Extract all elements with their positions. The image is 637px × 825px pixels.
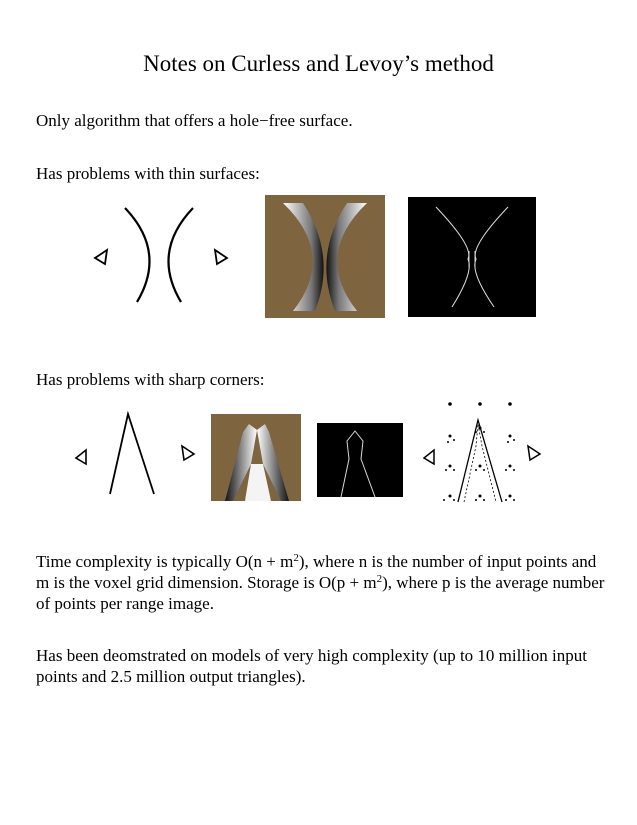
thin-surface-black-result	[408, 197, 536, 317]
sharp-corner-tan-volume	[211, 414, 301, 501]
page-title: Notes on Curless and Levoy’s method	[143, 51, 494, 76]
hole-free-note: Only algorithm that offers a hole−free surface.	[36, 111, 353, 130]
sharp-corner-point-samples	[420, 398, 545, 506]
demonstrated-note: Has been deomstrated on models of very high complexity (up to 10 million input points and 2.5 million output triangles).	[36, 646, 587, 686]
sharp-corner-black-result	[317, 423, 403, 497]
sharp-corners-heading: Has problems with sharp corners:	[36, 370, 265, 389]
thin-surface-diagram	[85, 200, 245, 310]
sharp-corner-diagram	[70, 410, 200, 500]
complexity-note	[36, 551, 606, 614]
complexity-exponent-2: 2	[376, 573, 383, 585]
complexity-text-1: Time complexity is typically O(n + m	[36, 552, 294, 571]
complexity-text-2: ), where n is the number of input points and m is the voxel grid dimension. Storage is O(p + m	[36, 552, 597, 592]
complexity-exponent-1: 2	[293, 552, 299, 564]
thin-surfaces-heading: Has problems with thin surfaces:	[36, 164, 260, 183]
complexity-text-3: ), where p is the average number of points per range image.	[36, 573, 605, 613]
thin-surface-tan-volume	[265, 195, 385, 318]
